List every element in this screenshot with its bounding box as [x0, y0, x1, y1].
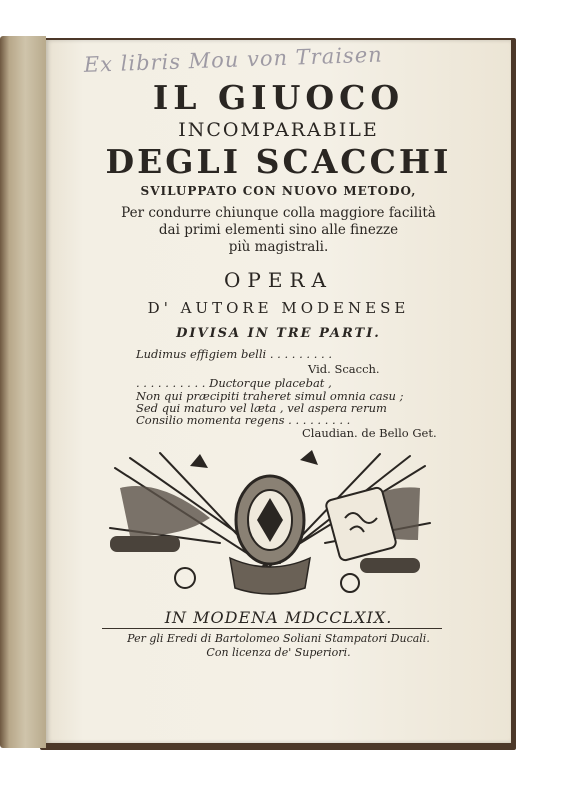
imprint-printer: Per gli Eredi di Bartolomeo Soliani Stampatori Ducali. — [127, 632, 430, 645]
subtitle-line: SVILUPPATO CON NUOVO METODO, — [140, 184, 417, 198]
opera-heading: OPERA — [224, 268, 333, 292]
imprint-license: Con licenza de' Superiori. — [206, 646, 351, 659]
title-line-2: INCOMPARABILE — [178, 119, 379, 141]
imprint-place-date: IN MODENA MDCCLXIX. — [164, 608, 393, 627]
parts-line: DIVISA IN TRE PARTI. — [176, 326, 381, 341]
description-line-3: più magistrali. — [228, 239, 329, 255]
title-line-1: IL GIUOCO — [152, 78, 405, 117]
book-spine — [0, 36, 46, 748]
epigraph-line-4: Sed qui maturo vel læta , vel aspera rerum — [136, 401, 387, 415]
author-line: D' AUTORE MODENESE — [147, 299, 410, 317]
epigraph-line-1: Ludimus effigiem belli . . . . . . . . . — [136, 347, 332, 361]
epigraph-line-2: . . . . . . . . . . Ductorque placebat , — [136, 376, 332, 390]
handwritten-inscription: Ex libris Mou von Traisen — [83, 42, 384, 77]
epigraph-line-3: Non qui præcipiti traheret simul omnia casu ; — [136, 389, 404, 403]
trophy-vignette-engraving — [100, 448, 440, 608]
description-line-1: Per condurre chiunque colla maggiore facilità — [121, 205, 436, 221]
imprint-rule — [102, 628, 442, 629]
title-line-3: DEGLI SCACCHI — [105, 142, 452, 181]
epigraph-line-5: Consilio momenta regens . . . . . . . . . — [136, 413, 351, 427]
description-line-2: dai primi elementi sino alle finezze — [158, 222, 399, 238]
epigraph-citation-2: Claudian. de Bello Get. — [302, 426, 437, 440]
epigraph-citation-1: Vid. Scacch. — [308, 362, 380, 376]
